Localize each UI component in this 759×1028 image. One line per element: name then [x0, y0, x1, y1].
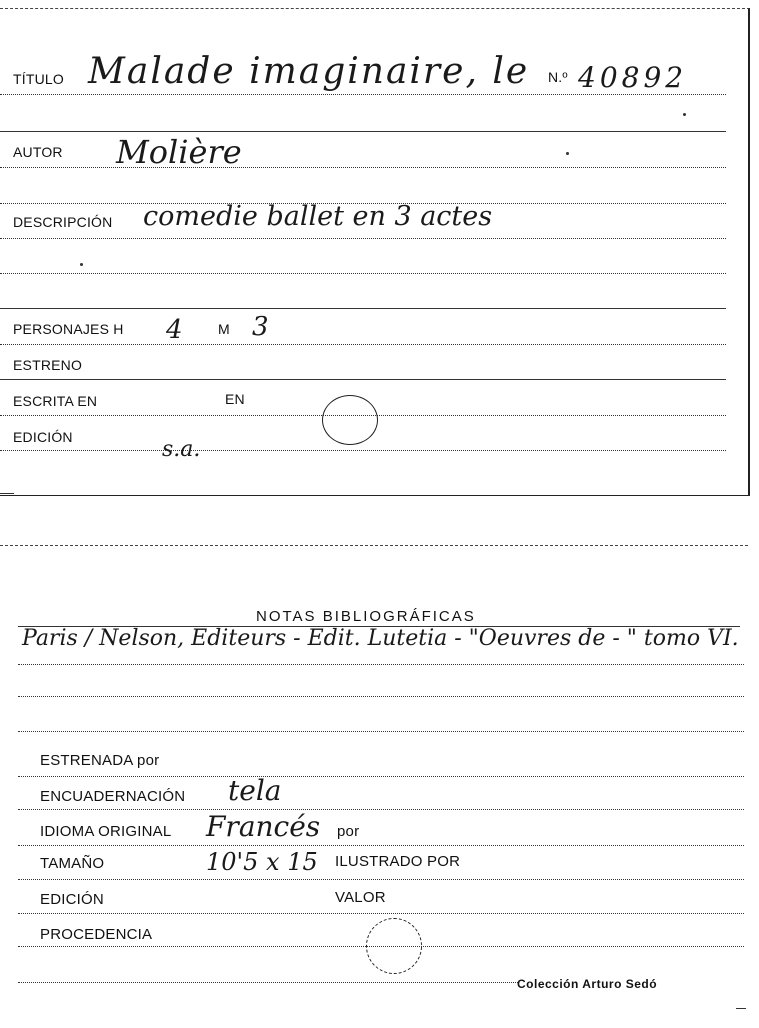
ilustrado-label: ILUSTRADO POR: [335, 853, 461, 870]
edicion-value: s.a.: [162, 437, 201, 462]
encuadernacion-value: tela: [228, 774, 282, 807]
encuadernacion-label: ENCUADERNACIÓN: [40, 788, 186, 805]
idioma-value: Francés: [206, 810, 321, 843]
rule-line: [0, 94, 726, 95]
personajes-label: PERSONAJES H: [13, 321, 124, 337]
rule-line: [18, 696, 744, 697]
edicion-back-label: EDICIÓN: [40, 891, 104, 908]
rule-line: [18, 809, 744, 810]
rule-line: [18, 913, 744, 914]
escrita-en-label: EN: [225, 391, 245, 407]
rule-line: [736, 1008, 746, 1009]
valor-label: VALOR: [335, 889, 386, 906]
edicion-label: EDICIÓN: [13, 429, 73, 445]
tamano-label: TAMAÑO: [40, 855, 105, 872]
idioma-por-label: por: [337, 823, 360, 840]
rule-line: [0, 450, 726, 451]
estrenada-label: ESTRENADA por: [40, 752, 160, 769]
catalog-card-front: [0, 8, 750, 496]
rule-line: [0, 131, 726, 132]
procedencia-label: PROCEDENCIA: [40, 926, 153, 943]
ink-speck: [566, 152, 569, 155]
rule-line: [18, 776, 744, 777]
escrita-label: ESCRITA EN: [13, 393, 98, 409]
rule-line: [18, 664, 744, 665]
titulo-label: TÍTULO: [13, 71, 64, 87]
personajes-h-value: 4: [166, 315, 183, 345]
notes-value: Paris / Nelson, Editeurs - Edit. Lutetia - "Oeuvres de - " tomo VI.: [22, 626, 739, 651]
idioma-label: IDIOMA ORIGINAL: [40, 823, 172, 840]
rule-line: [0, 379, 726, 380]
ink-speck: [683, 113, 686, 116]
rule-line: [18, 845, 744, 846]
rule-line: [0, 273, 726, 274]
rule-line: [0, 167, 726, 168]
autor-value: Molière: [116, 133, 242, 171]
tamano-value: 10'5 x 15: [206, 848, 318, 876]
estreno-label: ESTRENO: [13, 357, 83, 373]
numero-label: N.º: [548, 69, 568, 85]
rule-line: [18, 982, 518, 983]
ink-speck: [80, 263, 83, 266]
rule-line: [0, 493, 14, 494]
notas-heading: NOTAS BIBLIOGRÁFICAS: [256, 608, 476, 625]
catalog-card-back: [0, 545, 748, 1021]
rule-line: [0, 344, 726, 345]
rule-line: [18, 879, 744, 880]
rule-line: [0, 308, 726, 309]
autor-label: AUTOR: [13, 144, 63, 160]
titulo-value: Malade imaginaire, le: [88, 51, 530, 92]
rule-line: [18, 731, 744, 732]
descripcion-label: DESCRIPCIÓN: [13, 214, 113, 230]
collection-credit: Colección Arturo Sedó: [517, 977, 658, 991]
numero-value: 40892: [578, 61, 688, 94]
library-stamp: [322, 395, 378, 445]
personajes-m-label: M: [218, 321, 230, 337]
rule-line: [18, 946, 744, 947]
personajes-m-value: 3: [252, 312, 269, 342]
descripcion-value: comedie ballet en 3 actes: [143, 201, 493, 232]
rule-line: [0, 238, 726, 239]
